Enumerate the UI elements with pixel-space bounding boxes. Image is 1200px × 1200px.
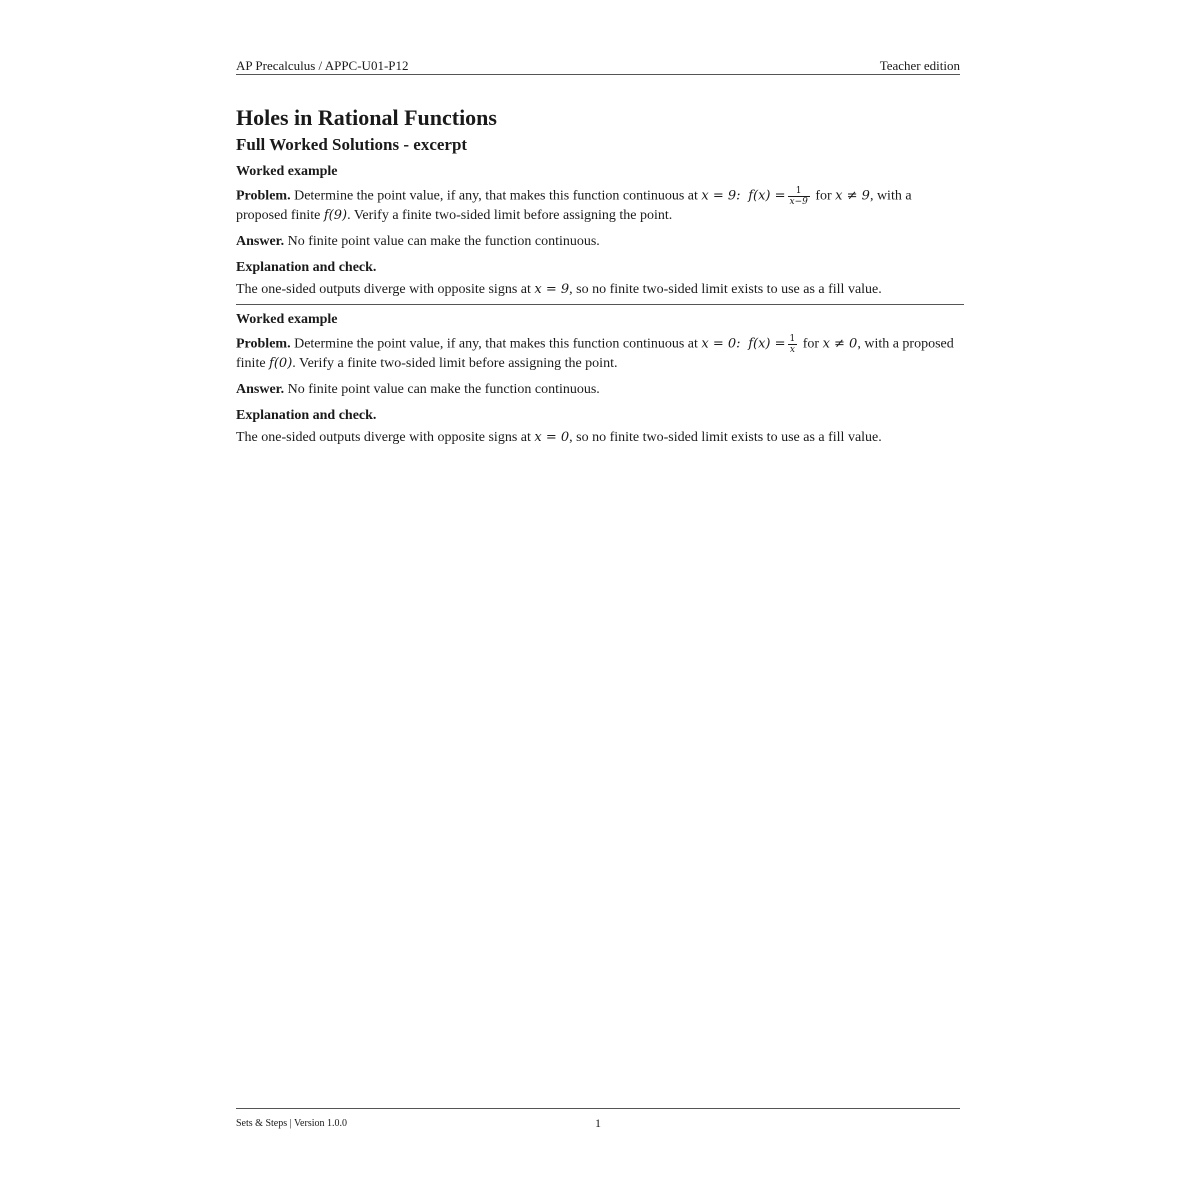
explanation-part-1: The one-sided outputs diverge with opposite signs at bbox=[236, 430, 531, 445]
page-header bbox=[236, 58, 960, 75]
explanation-heading: Explanation and check. bbox=[236, 408, 377, 423]
page-subtitle: Full Worked Solutions - excerpt bbox=[236, 135, 468, 154]
answer-label: Answer. bbox=[236, 234, 285, 249]
answer-label: Answer. bbox=[236, 382, 285, 397]
example-heading: Worked example bbox=[236, 164, 338, 179]
example-heading: Worked example bbox=[236, 312, 338, 327]
domain-condition: x ≠ 0 bbox=[822, 336, 858, 352]
explanation-text bbox=[236, 281, 960, 298]
problem-text-end: . Verify a finite two-sided limit before assigning the point. bbox=[347, 208, 673, 223]
problem-text-cont: , with a proposed finite bbox=[236, 188, 912, 223]
function-expression: f(x) = bbox=[748, 336, 786, 352]
fraction-numerator: 1 bbox=[788, 186, 810, 197]
explanation-point: x = 0 bbox=[534, 430, 570, 445]
fraction bbox=[788, 186, 810, 207]
problem-text-cont: , with a proposed finite bbox=[236, 336, 954, 371]
page-number: 1 bbox=[595, 1116, 601, 1130]
worked-example-2 bbox=[236, 311, 960, 446]
course-code: AP Precalculus / APPC-U01-P12 bbox=[236, 58, 409, 73]
problem-label: Problem. bbox=[236, 188, 291, 204]
page-title: Holes in Rational Functions bbox=[236, 105, 497, 130]
domain-condition: x ≠ 9 bbox=[835, 188, 870, 204]
problem-label: Problem. bbox=[236, 336, 291, 352]
problem-text-end: . Verify a finite two-sided limit before assigning the point. bbox=[292, 356, 618, 371]
problem-text: Determine the point value, if any, that makes this function continuous at bbox=[294, 188, 698, 204]
footer-version: Sets & Steps | Version 1.0.0 bbox=[236, 1118, 347, 1129]
answer-text: No finite point value can make the function continuous. bbox=[287, 382, 600, 397]
edition-label: Teacher edition bbox=[879, 58, 960, 73]
explanation-text bbox=[236, 429, 960, 446]
explanation-part-2: , so no finite two-sided limit exists to use as a fill value. bbox=[569, 282, 882, 297]
for-word: for bbox=[815, 188, 832, 204]
fraction-denominator: x bbox=[789, 345, 795, 355]
explanation-heading: Explanation and check. bbox=[236, 260, 377, 275]
fraction-denominator: x−9 bbox=[789, 197, 808, 207]
title-block bbox=[236, 103, 960, 157]
point-expression: x = 0 bbox=[701, 336, 737, 352]
fraction bbox=[788, 334, 798, 355]
explanation-part-1: The one-sided outputs diverge with opposite signs at bbox=[236, 282, 531, 297]
answer bbox=[236, 233, 960, 250]
explanation-part-2: , so no finite two-sided limit exists to use as a fill value. bbox=[569, 430, 882, 445]
problem-text: Determine the point value, if any, that makes this function continuous at bbox=[294, 336, 698, 352]
section-divider bbox=[236, 304, 964, 305]
page-footer bbox=[236, 1108, 960, 1130]
problem-statement: Problem. Determine the point value, if any, that makes this function continuous at x = 9: f(x) = $\frac{1}{x-9}$ for x ≠ 9, with a proposed finite f(9). Verify a finite two-sided limit before assigning the point. bbox=[236, 186, 912, 223]
explanation-point: x = 9 bbox=[534, 282, 570, 297]
answer-text: No finite point value can make the function continuous. bbox=[287, 234, 600, 249]
worked-example-1 bbox=[236, 163, 960, 298]
function-expression: f(x) = bbox=[748, 188, 786, 204]
point-expression: x = 9 bbox=[701, 188, 737, 204]
problem-statement: Problem. Determine the point value, if any, that makes this function continuous at x = 0: f(x) = $\frac{1}{x}$ for x ≠ 0, with a proposed finite f(0). Verify a finite two-sided limit before assigning the point. bbox=[236, 334, 954, 371]
function-value: f(0) bbox=[269, 356, 293, 371]
function-value: f(9) bbox=[323, 208, 348, 223]
answer bbox=[236, 381, 960, 398]
for-word: for bbox=[802, 336, 820, 352]
fraction-numerator: 1 bbox=[789, 334, 796, 344]
